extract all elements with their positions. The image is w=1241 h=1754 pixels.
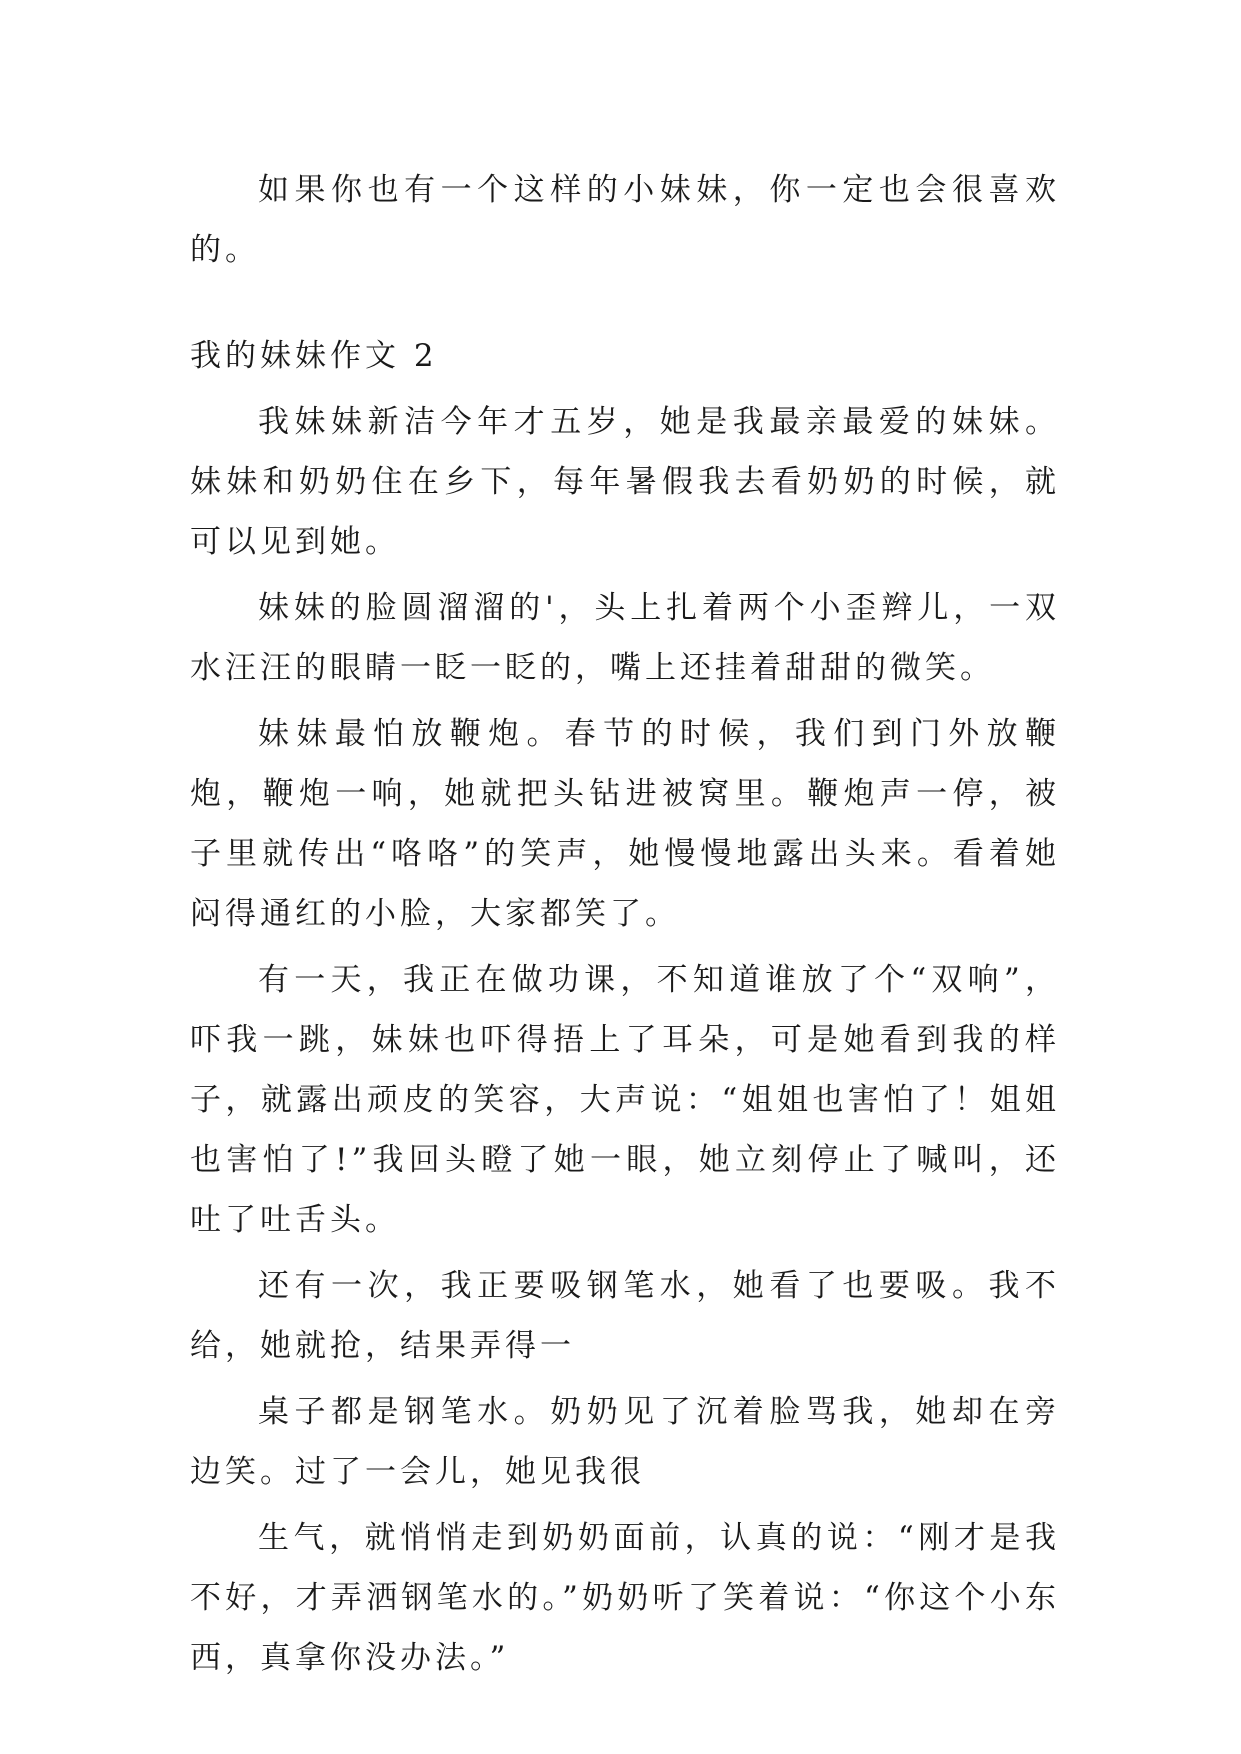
- body-paragraph: 我妹妹新洁今年才五岁，她是我最亲最爱的妹妹。妹妹和奶奶住在乡下，每年暑假我去看奶奶的时候，就可以见到她。: [190, 404, 1060, 560]
- body-paragraph: 桌子都是钢笔水。奶奶见了沉着脸骂我，她却在旁边笑。过了一会儿，她见我很: [190, 1394, 1060, 1490]
- body-paragraph: 妹妹最怕放鞭炮。春节的时候，我们到门外放鞭炮，鞭炮一响，她就把头钻进被窝里。鞭炮声一停，被子里就传出“咯咯”的笑声，她慢慢地露出头来。看着她闷得通红的小脸，大家都笑了。: [190, 716, 1060, 932]
- body-paragraph: 生气，就悄悄走到奶奶面前，认真的说：“刚才是我不好，才弄洒钢笔水的。”奶奶听了笑着说：“你这个小东西，真拿你没办法。”: [190, 1520, 1060, 1676]
- body-paragraph: 还有一次，我正要吸钢笔水，她看了也要吸。我不给，她就抢，结果弄得一: [190, 1268, 1060, 1364]
- essay-heading: 我的妹妹作文 2: [190, 338, 438, 374]
- body-paragraph: 有一天，我正在做功课，不知道谁放了个“双响”，吓我一跳，妹妹也吓得捂上了耳朵，可是她看到我的样子，就露出顽皮的笑容，大声说：“姐姐也害怕了！姐姐也害怕了!”我回头瞪了她一眼，她立刻停止了喊叫，还吐了吐舌头。: [190, 962, 1060, 1238]
- body-paragraph: 妹妹的脸圆溜溜的'，头上扎着两个小歪辫儿，一双水汪汪的眼睛一眨一眨的，嘴上还挂着甜甜的微笑。: [190, 590, 1060, 686]
- closing-paragraph: 如果你也有一个这样的小妹妹，你一定也会很喜欢的。: [190, 172, 1060, 268]
- text-column: [190, 160, 1060, 1694]
